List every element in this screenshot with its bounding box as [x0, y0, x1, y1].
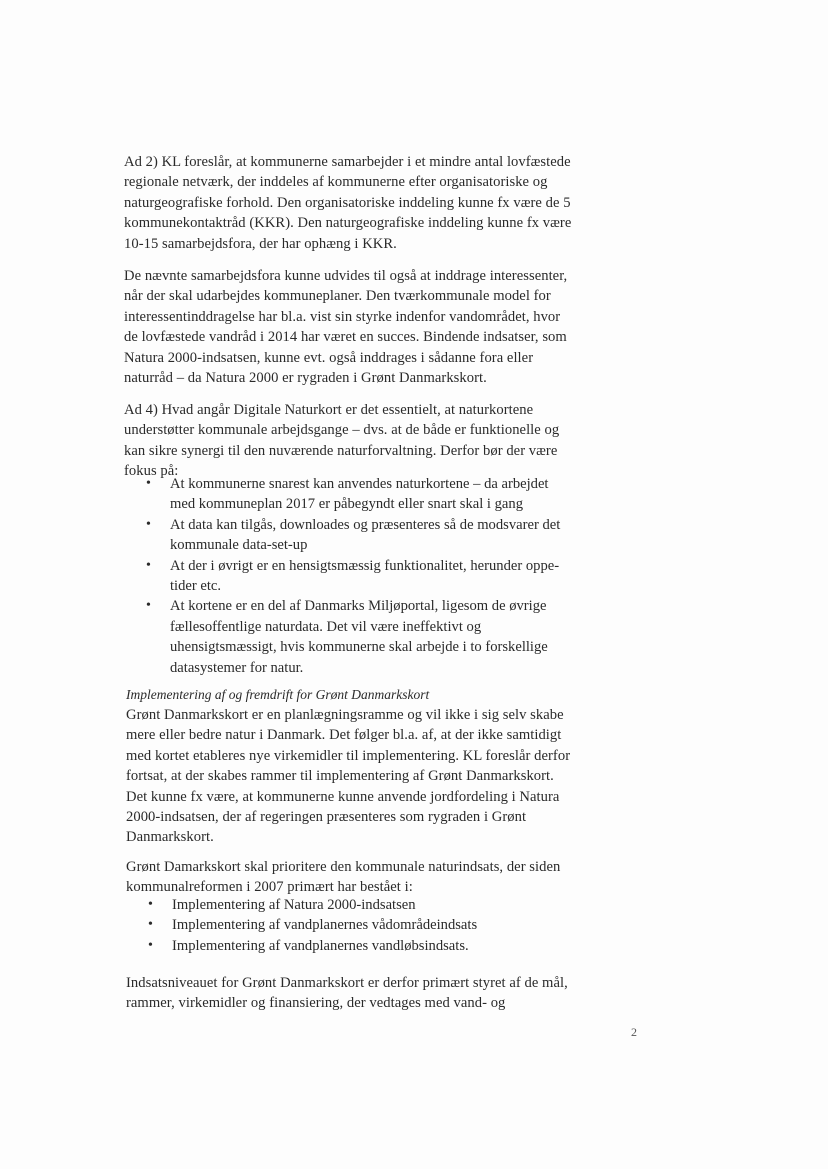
text-line: mere eller bedre natur i Danmark. Det følger bl.a. af, at der ikke samtidigt [126, 727, 562, 744]
text-line: interessentinddragelse har bl.a. vist sin styrke indenfor vandområdet, hvor [124, 308, 561, 325]
text-line: uhensigtsmæssigt, hvis kommunerne skal arbejde i to forskellige [170, 639, 548, 656]
text-line: 10-15 samarbejdsfora, der har ophæng i KKR. [124, 235, 397, 252]
list-item [146, 556, 560, 597]
list-item [148, 895, 477, 915]
text-line: fællesoffentlige naturdata. Det vil være ineffektivt og [170, 618, 482, 635]
bullet-icon: • [146, 476, 151, 491]
text-line: naturgeografiske forhold. Den organisatoriske inddeling kunne fx være de 5 [124, 194, 571, 211]
section-heading: Implementering af og fremdrift for Grønt Danmarkskort [126, 687, 430, 702]
text-line: Det kunne fx være, at kommunerne kunne anvende jordfordeling i Natura [126, 788, 560, 805]
text-line: Implementering af vandplanernes vandløbsindsats. [172, 937, 469, 954]
list-item [148, 936, 477, 956]
text-line: kan sikre synergi til den nuværende naturforvaltning. Derfor bør der være [124, 442, 558, 459]
text-line: At kortene er en del af Danmarks Miljøportal, ligesom de øvrige [170, 598, 547, 615]
text-line: kommunekontaktråd (KKR). Den naturgeografiske inddeling kunne fx være [124, 215, 572, 232]
text-line: Implementering af Natura 2000-indsatsen [172, 897, 416, 913]
text-line: naturråd – da Natura 2000 er rygraden i Grønt Danmarkskort. [124, 370, 487, 387]
text-line: 2000-indsatsen, der af regeringen præsenteres som rygraden i Grønt [126, 809, 527, 826]
text-line: kommunale data-set-up [170, 537, 308, 554]
text-line: med kortet etableres nye virkemidler til implementering. KL foreslår derfor [126, 747, 571, 764]
text-line: Implementering af vandplanernes vådområdeindsats [172, 917, 478, 934]
focus-bullet-list [146, 474, 560, 678]
text-line: Danmarkskort. [126, 829, 214, 846]
paragraph-level [126, 973, 568, 1014]
bullet-icon: • [146, 598, 151, 614]
bullet-icon: • [146, 557, 151, 573]
text-line: Ad 4) Hvad angår Digitale Naturkort er det essentielt, at naturkortene [124, 402, 534, 418]
paragraph-ad2 [124, 152, 571, 254]
bullet-icon: • [148, 897, 153, 912]
paragraph-ad4 [124, 400, 559, 482]
text-line: rammer, virkemidler og finansiering, der vedtages med vand- og [126, 995, 506, 1012]
text-line: fortsat, at der skabes rammer til implementering af Grønt Danmarkskort. [126, 768, 554, 785]
bullet-icon: • [146, 516, 151, 532]
list-item [146, 474, 560, 515]
list-item [146, 596, 560, 678]
paragraph-prioritize [126, 857, 560, 898]
text-line: fokus på: [124, 463, 179, 480]
text-line: Indsatsniveauet for Grønt Danmarkskort er derfor primært styret af de mål, [126, 975, 568, 991]
text-line: datasystemer for natur. [170, 659, 304, 676]
text-line: De nævnte samarbejdsfora kunne udvides til også at inddrage interessenter, [124, 268, 568, 284]
list-item [148, 915, 477, 935]
list-item [146, 515, 560, 556]
implementation-bullet-list [148, 895, 477, 956]
paragraph-implementation [126, 705, 570, 848]
text-line: Grønt Damarkskort skal prioritere den kommunale naturindsats, der siden [126, 859, 561, 875]
text-line: At kommunerne snarest kan anvendes naturkortene – da arbejdet [170, 476, 549, 492]
paragraph-samarbejdsfora [124, 266, 567, 388]
text-line: At data kan tilgås, downloades og præsenteres så de modsvarer det [170, 516, 561, 533]
text-line: Natura 2000-indsatsen, kunne evt. også inddrages i sådanne fora eller [124, 349, 534, 366]
text-line: med kommuneplan 2017 er påbegyndt eller snart skal i gang [170, 496, 523, 513]
page-number: 2 [631, 1025, 637, 1039]
text-line: regionale netværk, der inddeles af kommunerne efter organisatoriske og [124, 174, 548, 191]
text-line: når der skal udarbejdes kommuneplaner. Den tværkommunale model for [124, 288, 551, 305]
text-line: Grønt Danmarkskort er en planlægningsramme og vil ikke i sig selv skabe [126, 707, 564, 723]
bullet-icon: • [148, 917, 153, 933]
text-line: At der i øvrigt er en hensigtsmæssig funktionalitet, herunder oppe- [170, 557, 560, 574]
text-line: Ad 2) KL foreslår, at kommunerne samarbejder i et mindre antal lovfæstede [124, 154, 571, 170]
bullet-icon: • [148, 937, 153, 953]
text-line: kommunalreformen i 2007 primært har bestået i: [126, 879, 413, 896]
text-line: tider etc. [170, 578, 222, 595]
text-line: de lovfæstede vandråd i 2014 har været en succes. Bindende indsatser, som [124, 329, 567, 346]
text-line: understøtter kommunale arbejdsgange – dvs. at de både er funktionelle og [124, 422, 560, 439]
